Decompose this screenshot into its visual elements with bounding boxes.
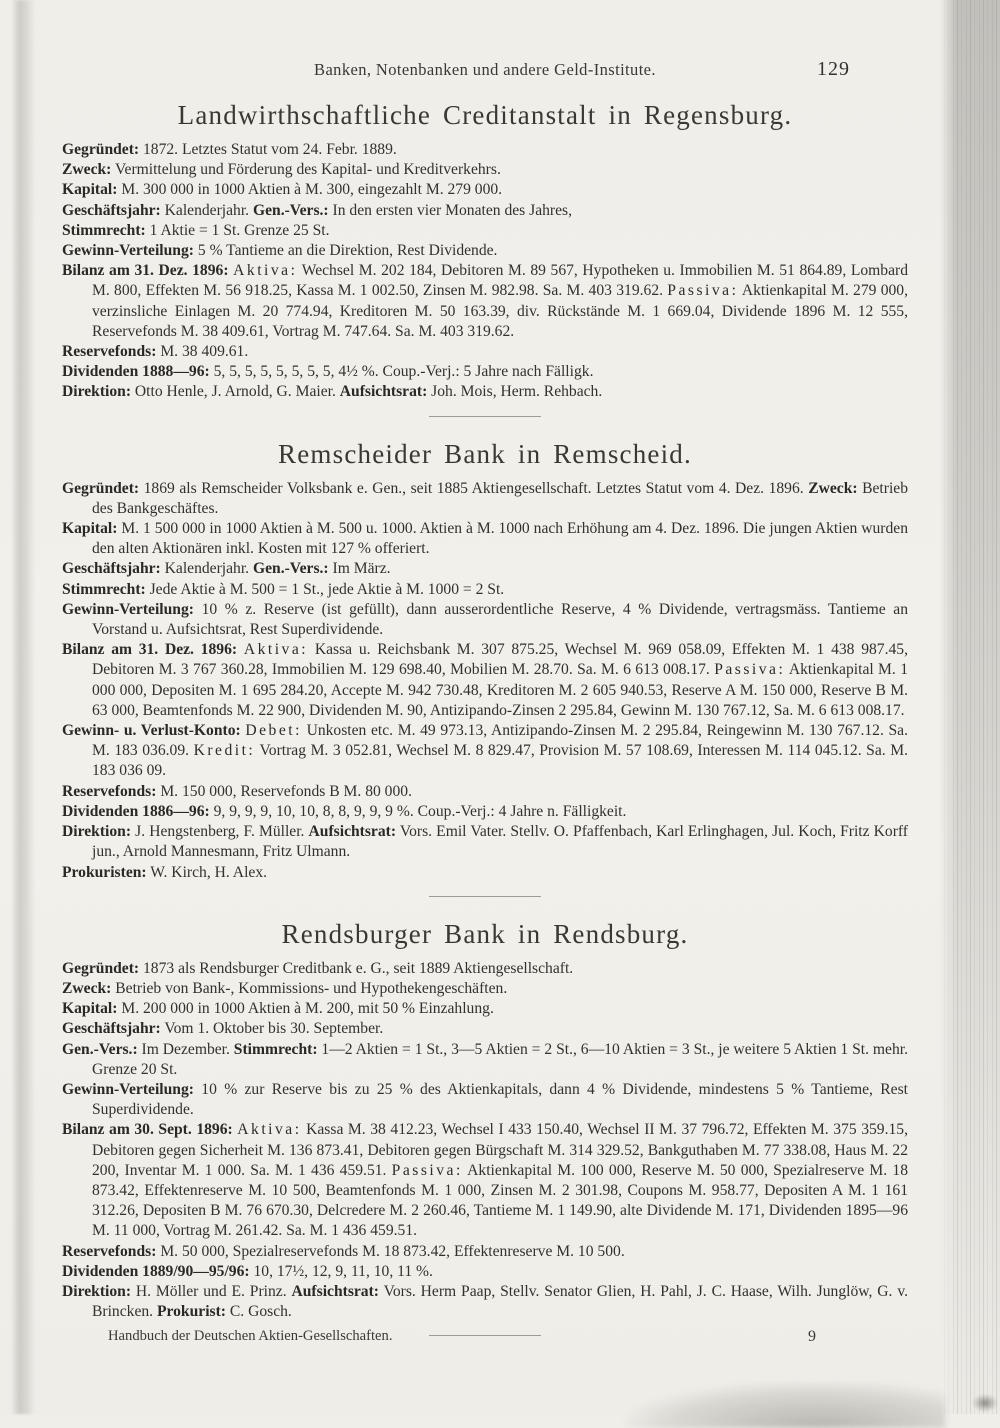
field-text: Vors. Herm Paap, Stellv. Senator Glien, H. Pahl, J. C. Haase, Wilh. Junglöw, G. v. Brincken. [92,1282,908,1321]
field-text: Kassa u. Reichsbank M. 307 875.25, Wechsel M. 969 058.09, Effekten M. 1 438 987.45, Debitoren M. 3 767 360.28, Immobilien M. 129 698.40, Mobilien M. 28.70. Sa. M. 6 613 008.17. [92,641,908,679]
spaced-label: Aktiva: [233,262,298,280]
bank-entry [62,919,908,1323]
field-label: Zweck: [808,479,858,497]
field-label: Reservefonds: [62,343,157,361]
field-text: Aktienkapital M. 279 000, verzinsliche Einlagen M. 20 774.94, Kreditoren M. 50 163.39, div. Rückstände M. 1 669.04, Dividende 1896 M. 12 555, Reservefonds M. 38 409.61, Vortrag M. 747.64. Sa. M. 403 319.62. [92,282,908,340]
entry-paragraph [62,959,908,979]
field-text: 1872. Letztes Statut vom 24. Febr. 1889. [139,141,397,158]
field-text: M. 1 500 000 in 1000 Aktien à M. 500 u. 1000. Aktien à M. 1000 nach Erhöhung am 4. Dez. 1896. Die jungen Aktien wurden den alten Aktionären inkl. Kosten mit 127 % offeriert. [92,520,908,558]
field-label: Gewinn- u. Verlust-Konto: [62,722,241,740]
field-text: Betrieb von Bank-, Kommissions- und Hypothekengeschäften. [111,979,508,997]
field-text: 1873 als Rendsburger Creditbank e. G., seit 1889 Aktiengesellschaft. [139,959,574,977]
field-label: Gen.-Vers.: [62,1040,138,1058]
entries [62,100,908,1336]
entry-paragraph [62,1019,908,1039]
field-text: Wechsel M. 202 184, Debitoren M. 89 567, Hypotheken u. Immobilien M. 51 864.89, Lombard M. 800, Effekten M. 56 918.25, Kassa M. 1 002.50, Zinsen M. 982.98. Sa. M. 403 319.62. [92,262,908,300]
entry-paragraph [62,362,908,382]
entry-paragraph [62,180,908,200]
field-label: Gewinn-Verteilung: [62,600,194,618]
page-header [62,60,908,86]
scan-corner-mark [972,1394,998,1412]
field-label: Gegründet: [62,479,140,497]
spaced-label: Kredit: [193,742,256,760]
field-label: Aufsichtsrat: [308,823,397,841]
field-text: Jede Aktie à M. 500 = 1 St., jede Aktie à M. 1000 = 2 St. [145,580,505,598]
field-text: C. Gosch. [225,1303,292,1321]
field-text: Im März. [328,560,391,578]
field-text: 10 % zur Reserve bis zu 25 % des Aktienkapitals, dann 4 % Dividende, mindestens 5 % Tantieme, Rest Superdividende. [92,1080,908,1119]
footer-title: Handbuch der Deutschen Aktien-Gesellschaften. [108,1328,393,1344]
spaced-label: Passiva: [714,661,786,679]
scan-bottom-smudge [625,1382,945,1428]
field-text: M. 150 000, Reservefonds B M. 80 000. [156,782,412,800]
entry-paragraph [62,600,908,640]
page-number: 129 [817,58,850,80]
field-text: Unkosten etc. M. 49 973.13, Antizipando-Zinsen M. 2 295.84, Reingewinn M. 130 767.12. Sa. M. 183 036.09. [92,722,908,760]
field-label: Prokuristen: [62,863,147,881]
entry-paragraph [62,559,908,579]
field-text: W. Kirch, H. Alex. [146,863,268,881]
field-label: Direktion: [62,1282,132,1300]
entry-paragraph [62,261,908,342]
entry-paragraph [62,1262,908,1282]
field-label: Stimmrecht: [62,221,146,239]
entry-title: Remscheider Bank in Remscheid. [278,438,692,469]
field-label: Geschäftsjahr: [62,1020,161,1038]
field-label: Zweck: [62,161,112,179]
field-text: Aktienkapital M. 100 000, Reserve M. 50 000, Spezialreserve M. 18 873.42, Effektenreserve M. 10 500, Beamtenfonds M. 1 000, Zinsen M. 2 301.98, Coupons M. 958.77, Depositen A M. 1 161 312.26, Depositen B M. 76 670.30, Delcredere M. 2 260.46, Tantieme M. 1 149.90, alte Dividende M. 171, Dividenden 1895—96 M. 11 000, Vortrag M. 261.42. Sa. M. 1 436 459.51. [92,1161,908,1240]
entry-paragraph [62,721,908,782]
field-text: M. 50 000, Spezialreservefonds M. 18 873.42, Effektenreserve M. 10 500. [156,1242,625,1260]
field-label: Direktion: [62,823,132,841]
entry-paragraph [62,1282,908,1322]
field-label: Gewinn-Verteilung: [62,1080,194,1098]
field-label: Dividenden 1886—96: [62,802,210,820]
field-label: Aufsichtsrat: [339,383,428,401]
entry-paragraph [62,160,908,180]
field-text: Vermittelung und Förderung des Kapital- und Kreditverkehrs. [111,161,501,179]
field-text: 5 % Tantieme an die Direktion, Rest Dividende. [193,242,498,260]
spaced-label: Passiva: [391,1161,463,1179]
field-label: Geschäftsjahr: [62,201,161,219]
field-label: Direktion: [62,383,132,401]
field-label: Dividenden 1888—96: [62,363,210,381]
entry-paragraph [62,1080,908,1120]
running-title: Banken, Notenbanken und andere Geld-Institute. [314,60,656,79]
entry-paragraph [62,479,908,519]
field-label: Kapital: [62,520,118,538]
entry-paragraph [62,822,908,862]
section-separator [429,896,541,897]
field-label: Prokurist: [156,1303,226,1321]
entry-paragraph [62,342,908,362]
field-text: M. 38 409.61. [156,343,249,361]
field-text: Aktienkapital M. 1 000 000, Depositen M. 1 695 284.20, Accepte M. 942 730.48, Kreditoren M. 2 605 940.53, Reserve A M. 150 000, Reserve B M. 63 000, Beamtenfonds M. 22 900, Dividenden M. 90, Antizipando-Zinsen 2 295.84, Gewinn M. 130 767.12, Sa. M. 6 613 008.17. [92,661,908,719]
field-text: Vors. Emil Vater. Stellv. O. Pfaffenbach, Karl Erlinghagen, Jul. Koch, Fritz Korff jun., Arnold Mannesmann, Fritz Ulmann. [92,823,909,861]
bank-entry [62,439,908,883]
field-text: 1—2 Aktien = 1 St., 3—5 Aktien = 2 St., 6—10 Aktien = 3 St., je weitere 5 Aktien 1 St. mehr. Grenze 20 St. [92,1040,908,1078]
field-label: Kapital: [62,1000,118,1018]
field-text: Kalenderjahr. [160,560,253,578]
field-text: M. 200 000 in 1000 Aktien à M. 200, mit 50 % Einzahlung. [117,1000,494,1018]
entry-paragraph [62,863,908,883]
field-label: Gegründet: [62,141,140,158]
field-label: Zweck: [62,979,112,997]
entry-paragraph [62,519,908,559]
entry-paragraph [62,640,908,721]
field-label: Gen.-Vers.: [252,201,329,219]
entry-paragraph [62,580,908,600]
field-label: Dividenden 1889/90—95/96: [62,1262,250,1280]
entry-paragraph [62,1242,908,1262]
field-label: Stimmrecht: [62,580,146,598]
field-label: Gewinn-Verteilung: [62,242,194,260]
field-label: Aufsichtsrat: [291,1282,379,1300]
field-text: 9, 9, 9, 9, 10, 10, 8, 8, 9, 9, 9 %. Coup.-Verj.: 4 Jahre n. Fälligkeit. [209,802,627,820]
field-label: Bilanz am 31. Dez. 1896: [62,262,229,280]
bank-entry [62,100,908,403]
field-text: Kassa M. 38 412.23, Wechsel I 433 150.40, Wechsel II M. 37 796.72, Effekten M. 375 359.15, Debitoren gegen Sicherheit M. 136 873.41, Debitoren gegen Bürgschaft M. 314 329.52, Bankguthaben M. 77 338.08, Haus M. 22 200, Inventar M. 1 000. Sa. M. 1 436 459.51. [92,1121,908,1179]
field-text: Im Dezember. [137,1040,234,1058]
entry-paragraph [62,1040,908,1080]
field-text: In den ersten vier Monaten des Jahres, [328,201,572,219]
field-text: Joh. Mois, Herm. Rehbach. [427,383,603,401]
field-text: 1869 als Remscheider Volksbank e. Gen., seit 1885 Aktiengesellschaft. Letztes Statut vom 4. Dez. 1896. [139,479,809,497]
page-footer [62,1328,908,1352]
entry-paragraph [62,802,908,822]
spaced-label: Passiva: [667,282,739,300]
field-label: Kapital: [62,181,118,199]
field-text: J. Hengstenberg, F. Müller. [131,823,309,841]
field-label: Reservefonds: [62,1242,157,1260]
field-label: Stimmrecht: [233,1040,318,1058]
spaced-label: Debet: [245,722,302,740]
entry-title: Landwirthschaftliche Creditanstalt in Regensburg. [177,100,793,130]
entry-title: Rendsburger Bank in Rendsburg. [281,918,689,949]
field-label: Bilanz am 30. Sept. 1896: [62,1121,233,1139]
field-text: Betrieb des Bankgeschäftes. [92,479,908,517]
field-text: Otto Henle, J. Arnold, G. Maier. [131,383,340,401]
spaced-label: Aktiva: [243,641,309,659]
field-text [237,641,244,658]
field-label: Geschäftsjahr: [62,560,161,578]
entry-paragraph [62,979,908,999]
field-text: 10 % z. Reserve (ist gefüllt), dann ausserordentliche Reserve, 4 % Dividende, vertragsmäss. Tantieme an Vorstand u. Aufsichtsrat, Rest Superdividende. [92,600,908,639]
field-text: 10, 17½, 12, 9, 11, 10, 11 %. [249,1262,433,1280]
field-text: Vom 1. Oktober bis 30. September. [160,1020,384,1038]
footer-signature: 9 [808,1328,816,1345]
field-text: 5, 5, 5, 5, 5, 5, 5, 5, 4½ %. Coup.-Verj.: 5 Jahre nach Fälligk. [209,363,594,381]
field-text: Kalenderjahr. [160,201,253,219]
entry-paragraph [62,999,908,1019]
field-label: Gegründet: [62,959,140,977]
entry-paragraph [62,201,908,221]
field-text: 1 Aktie = 1 St. Grenze 25 St. [145,221,330,239]
field-label: Reservefonds: [62,782,157,800]
field-text: Vortrag M. 3 052.81, Wechsel M. 8 829.47, Provision M. 57 108.69, Interessen M. 114 045.12. Sa. M. 183 036 09. [92,742,908,780]
section-separator [429,416,541,417]
entry-paragraph [62,382,908,402]
entry-paragraph [62,140,908,160]
field-text: H. Möller und E. Prinz. [131,1282,292,1300]
field-text: M. 300 000 in 1000 Aktien à M. 300, eingezahlt M. 279 000. [117,181,503,199]
entry-paragraph [62,221,908,241]
entry-paragraph [62,241,908,261]
entry-paragraph [62,1120,908,1241]
field-label: Bilanz am 31. Dez. 1896: [62,641,238,659]
spaced-label: Aktiva: [237,1121,302,1139]
field-label: Gen.-Vers.: [252,560,329,578]
entry-paragraph [62,782,908,802]
